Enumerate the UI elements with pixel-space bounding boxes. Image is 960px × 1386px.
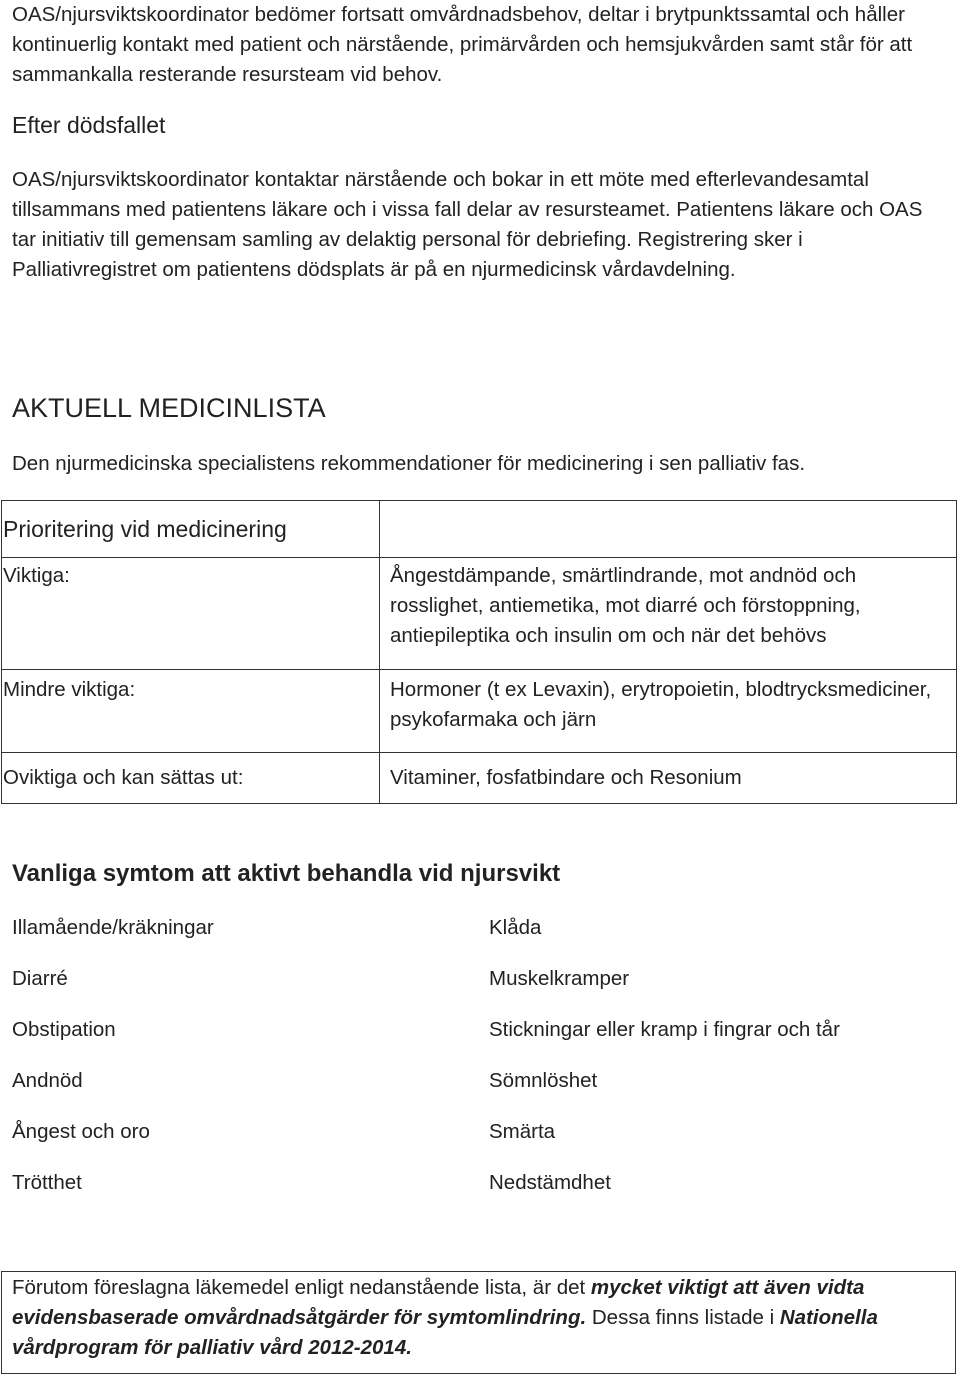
note-text: Förutom föreslagna läkemedel enligt nedanstående lista, är det [12,1276,591,1299]
symptom-item: Obstipation [12,1018,116,1041]
priority-row-label: Mindre viktiga: [2,670,380,753]
symptom-item: Andnöd [12,1069,83,1092]
intro-paragraph: OAS/njursviktskoordinator bedömer fortsatt omvårdnadsbehov, deltar i brytpunktssamtal och håller kontinuerlig kontakt med patient och närstående, primärvården och hemsjukvården samt står för att sammankalla resterande resursteam vid behov. [12,3,913,86]
symptom-item: Smärta [489,1120,556,1143]
symptom-item: Sömnlöshet [489,1069,598,1092]
after-death-heading: Efter dödsfallet [12,112,166,138]
priority-row-label: Viktiga: [2,558,380,670]
note-text: Dessa finns listade i [586,1306,780,1329]
symptom-item: Stickningar eller kramp i fingrar och tår [489,1018,840,1041]
priority-row-label: Oviktiga och kan sättas ut: [2,753,380,804]
symptoms-heading: Vanliga symtom att aktivt behandla vid njursvikt [12,860,561,887]
medicine-list-heading: AKTUELL MEDICINLISTA [12,393,326,423]
symptom-item: Trötthet [12,1171,82,1194]
symptom-item: Muskelkramper [489,967,630,990]
priority-table-title-cell [2,501,380,558]
note-emphasis: mycket viktigt att även vidta evidensbaserade omvårdnadsåtgärder för symtomlindring. [12,1276,865,1329]
priority-row-text: Vitaminer, fosfatbindare och Resonium [380,753,957,804]
symptom-item: Ångest och oro [12,1120,150,1143]
symptom-item: Diarré [12,967,68,990]
medicine-list-subtext: Den njurmedicinska specialistens rekommendationer för medicinering i sen palliativ fas. [12,452,806,475]
symptom-item: Nedstämdhet [489,1171,611,1194]
symptom-item: Illamående/kräkningar [12,916,214,939]
priority-table-title: Prioritering vid medicinering [3,516,287,542]
symptom-item: Klåda [489,916,542,939]
after-death-paragraph: OAS/njursviktskoordinator kontaktar närstående och bokar in ett möte med efterlevandesamtal tillsammans med patientens läkare och i vissa fall delar av resursteamet. Patientens läkare och OAS tar initiativ till gemensam samling av delaktig personal för debriefing. Registrering sker i Palliativregistret om patientens dödsplats är på en njurmedicinsk vårdavdelning. [12,168,923,281]
priority-row-text: Hormoner (t ex Levaxin), erytropoietin, blodtrycksmediciner, psykofarmaka och järn [380,670,957,753]
priority-table [1,500,957,804]
evidence-note-box [1,1271,956,1374]
priority-table-title-empty-cell [380,501,957,558]
note-emphasis-program: Nationella vårdprogram för palliativ vård 2012-2014. [12,1306,878,1359]
priority-row-text: Ångestdämpande, smärtlindrande, mot andnöd och rosslighet, antiemetika, mot diarré och förstoppning, antiepileptika och insulin om och när det behövs [380,558,957,670]
